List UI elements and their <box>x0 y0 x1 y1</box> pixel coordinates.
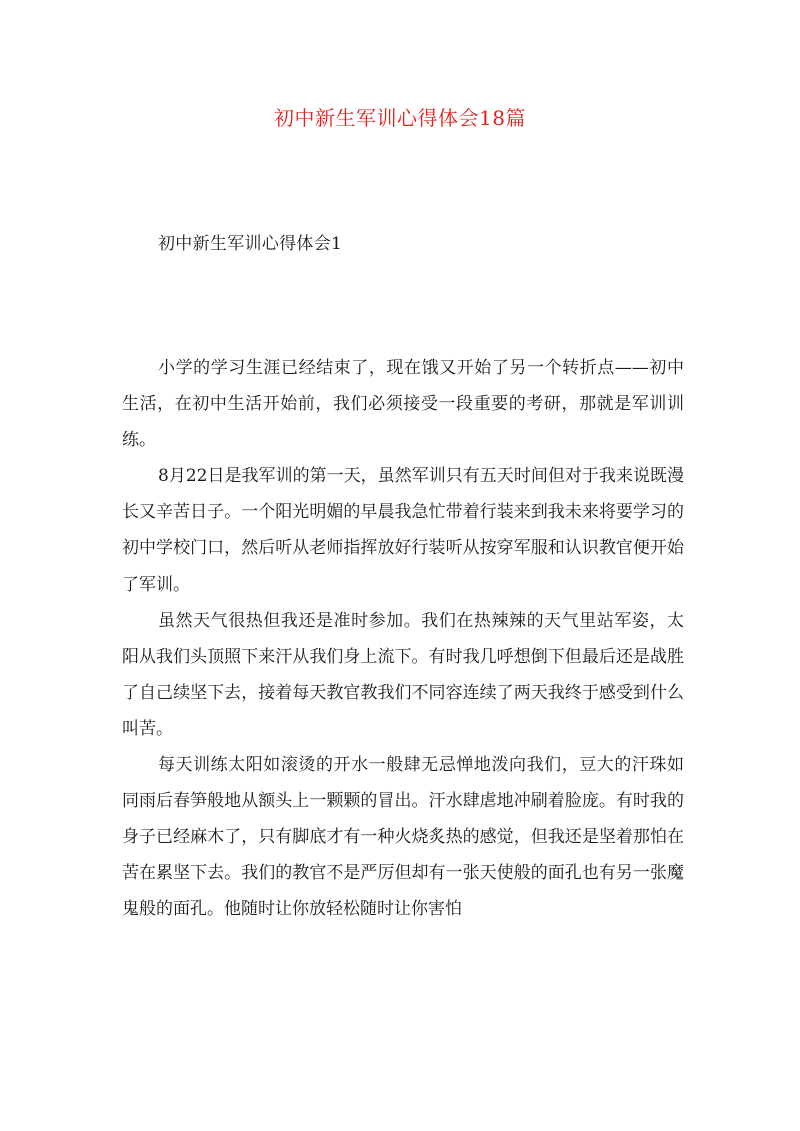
paragraph: 虽然天气很热但我还是准时参加。我们在热辣辣的天气里站军姿，太阳从我们头顶照下来汗从我们身上流下。有时我几呼想倒下但最后还是战胜了自己续坚下去，接着每天教官教我们不同容连续了两天我终于感受到什么叫苦。 <box>122 610 684 739</box>
document-body <box>122 350 684 928</box>
section-heading: 初中新生军训心得体会1 <box>158 234 343 254</box>
document-title: 初中新生军训心得体会18篇 <box>274 106 526 130</box>
paragraph: 8月22日是我军训的第一天，虽然军训只有五天时间但对于我来说既漫长又辛苦日子。一个阳光明媚的早晨我急忙带着行装来到我未来将要学习的初中学校门口，然后听从老师指挥放好行装听从按穿军服和认识教官便开始了军训。 <box>122 466 684 595</box>
paragraph: 每天训练太阳如滚烫的开水一般肆无忌惮地泼向我们，豆大的汗珠如同雨后春笋般地从额头上一颗颗的冒出。汗水肆虐地冲刷着脸庞。有时我的身子已经麻木了，只有脚底才有一种火烧炙热的感觉，但我还是坚着那怕在苦在累坚下去。我们的教官不是严厉但却有一张天使般的面孔也有另一张魔鬼般的面孔。他随时让你放轻松随时让你害怕 <box>122 755 684 920</box>
paragraph: 小学的学习生涯已经结束了，现在饿又开始了另一个转折点——初中生活，在初中生活开始前，我们必须接受一段重要的考研，那就是军训训练。 <box>122 358 684 451</box>
